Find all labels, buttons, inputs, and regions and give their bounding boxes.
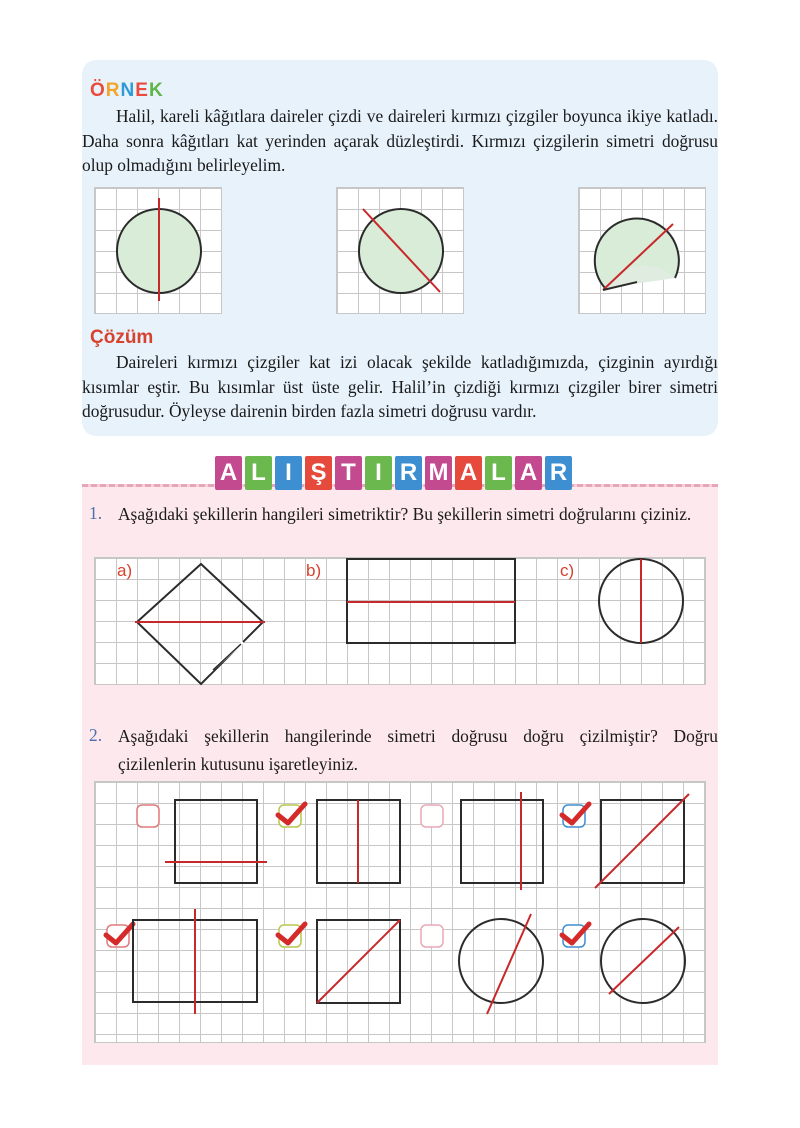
example-paragraph-text: Halil, kareli kâğıtlara daireler çizdi ve daireleri kırmızı çizgiler boyunca ikiye katladı. Daha sonra kâğıtları kat yerinden açarak düzleştirdi. Kırmızı çizgilerin simetri doğrusu olup olmadığını belirleyelim. xyxy=(82,106,718,175)
banner-letter: A xyxy=(455,456,482,490)
banner-letter: R xyxy=(395,456,422,490)
example-figure-2 xyxy=(337,188,465,315)
banner-letter: L xyxy=(245,456,272,490)
example-title-letter: N xyxy=(120,80,136,101)
banner-letter: R xyxy=(545,456,572,490)
example-grid-1 xyxy=(94,187,222,314)
q1-label-a: a) xyxy=(117,561,133,580)
question-1-figures xyxy=(95,558,707,686)
question-1-text: Aşağıdaki şekillerin hangileri simetriktir? Bu şekillerin simetri doğrularını çiziniz. xyxy=(118,504,692,524)
example-title-letter: E xyxy=(135,80,149,101)
exercise-banner xyxy=(215,456,572,492)
example-figure-3 xyxy=(579,188,707,315)
example-figure-1 xyxy=(95,188,223,315)
example-title-letter: R xyxy=(105,80,121,101)
solution-paragraph-text: Daireleri kırmızı çizgiler kat izi olacak şekilde katladığımızda, çizginin ayırdığı kısımlar eştir. Bu kısımlar üst üste gelir. Halil’in çizdiği kırmızı çizgiler birer simetri doğrusudur. Öyleyse dairenin birden fazla simetri doğrusu vardır. xyxy=(82,352,718,421)
q1-figure-a-diamond xyxy=(137,564,263,684)
example-title-letter: Ö xyxy=(90,80,106,101)
question-2-text: Aşağıdaki şekillerin hangilerinde simetri doğrusu doğru çizilmiştir? Doğru çizilenlerin kutusunu işaretleyiniz. xyxy=(118,726,718,774)
example-grid-2 xyxy=(336,187,464,314)
example-grid-3 xyxy=(578,187,706,314)
question-2-figures xyxy=(95,782,707,1044)
question-2-grid xyxy=(94,781,706,1043)
banner-letter: Ş xyxy=(305,456,332,490)
q2-checkbox-1[interactable] xyxy=(137,805,159,827)
solution-title: Çözüm xyxy=(90,327,154,348)
example-paragraph xyxy=(82,104,718,178)
question-1-number: 1. xyxy=(89,503,103,523)
q1-label-c: c) xyxy=(560,561,575,580)
banner-letter: I xyxy=(365,456,392,490)
solution-paragraph xyxy=(82,350,718,424)
banner-letter: T xyxy=(335,456,362,490)
q1-label-b: b) xyxy=(306,561,322,580)
q2-checkbox-3[interactable] xyxy=(421,805,443,827)
banner-letter: A xyxy=(515,456,542,490)
banner-letter: I xyxy=(275,456,302,490)
banner-letter: M xyxy=(425,456,452,490)
banner-letter: A xyxy=(215,456,242,490)
example-title-letter: K xyxy=(148,80,164,101)
question-2-number: 2. xyxy=(89,725,103,745)
q2-checkbox-7[interactable] xyxy=(421,925,443,947)
question-1-grid xyxy=(94,557,706,685)
banner-letter: L xyxy=(485,456,512,490)
example-title xyxy=(90,80,164,102)
